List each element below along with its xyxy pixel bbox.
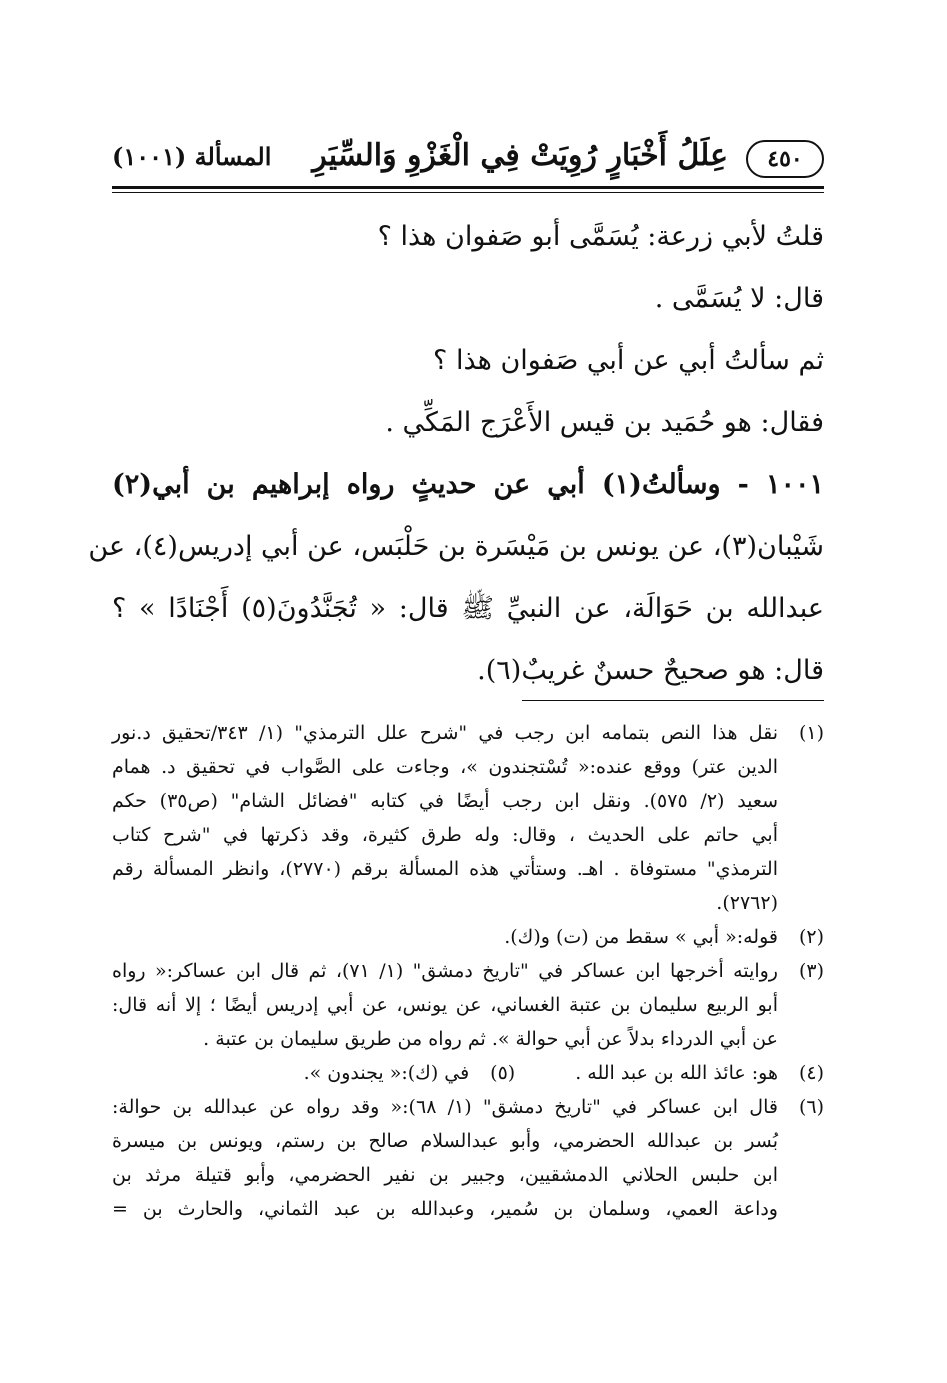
footnote-line: ابن حلبس الحلاني الدمشقيين، وجبير بن نفير الحضرمي، وأبو قتيلة مرثد بن <box>112 1164 778 1186</box>
main-text <box>88 206 824 702</box>
running-title: عِلَلُ أَخْبَارٍ رُوِيَتْ فِي الْغَزْوِ وَالسِّيَرِ <box>312 138 728 173</box>
footnote-6 <box>112 1090 824 1226</box>
footnote-mark: (٢) <box>798 926 824 948</box>
footnote-line: (٢٧٦٢). <box>716 892 778 914</box>
text-line: فقال: هو حُمَيد بن قيس الأَعْرَج المَكِّي . <box>385 407 824 438</box>
header-rule-thick <box>112 186 824 189</box>
footnote-line: نقل هذا النص بتمامه ابن رجب في "شرح علل الترمذي" (١/ ٣٤٣/تحقيق د.نور <box>112 722 778 744</box>
text-line: قال: هو صحيحٌ حسنٌ غريبٌ(٦). <box>477 655 824 686</box>
header-rule-thin <box>112 192 824 193</box>
footnote-mark: (٤) <box>798 1062 824 1084</box>
issue-label: المسألة (١٠٠١) <box>112 142 272 171</box>
text-line: شَيْبان(٣)، عن يونس بن مَيْسَرة بن حَلْبَس، عن أبي إدريس(٤)، عن <box>88 531 824 562</box>
text-line: قلتُ لأبي زرعة: يُسَمَّى أبو صَفوان هذا ؟ <box>377 221 824 252</box>
footnote-3 <box>112 954 824 1056</box>
footnote-mark: (٥) <box>490 1062 516 1084</box>
issue-heading-line: ١٠٠١ - وسألتُ(١) أبي عن حديثٍ رواه إبراهيم بن أبي(٢) <box>112 469 824 500</box>
footnote-mark: (٣) <box>798 960 824 982</box>
footnotes <box>112 716 824 1226</box>
footnote-line: سعيد (٢/ ٥٧٥). ونقل ابن رجب أيضًا في كتابه "فضائل الشام" (ص٣٥) حكم <box>112 790 778 812</box>
footnote-5-text: في (ك):« يجندون ». <box>303 1062 470 1084</box>
footnote-line: أبي حاتم على الحديث ، وقال: وله طرق كثيرة، وقد ذكرتها في "شرح كتاب <box>112 824 778 846</box>
text-line: قال: لا يُسَمَّى . <box>654 283 824 314</box>
footnote-2 <box>112 920 824 954</box>
footnote-mark: (١) <box>798 722 824 744</box>
text-line: ثم سألتُ أبي عن أبي صَفوان هذا ؟ <box>433 345 824 376</box>
footnote-line: عن أبي الدرداء بدلاً عن أبي حوالة ». ثم رواه من طريق سليمان بن عتبة . <box>203 1028 778 1050</box>
footnote-4-5-row <box>112 1056 824 1090</box>
footnote-1 <box>112 716 824 920</box>
footnote-separator <box>522 700 824 701</box>
footnote-line: قال ابن عساكر في "تاريخ دمشق" (١/ ٦٨):« وقد رواه عن عبدالله بن حوالة: <box>112 1096 778 1118</box>
page-number: ٤٥٠ <box>746 140 824 178</box>
footnote-line: وداعة العمي، وسلمان بن سُمير، وعبدالله بن عبد الثماني، والحارث بن = <box>112 1198 778 1220</box>
page-header <box>112 138 824 182</box>
footnote-line: الترمذي" مستوفاة . اهـ. وستأتي هذه المسألة برقم (٢٧٧٠)، وانظر المسألة رقم <box>112 858 778 880</box>
text-line: عبدالله بن حَوَالَة، عن النبيِّ ﷺ قال: « تُجَنَّدُونَ(٥) أَجْنَادًا » ؟ <box>112 593 824 624</box>
footnote-mark: (٦) <box>798 1096 824 1118</box>
footnote-line: بُسر بن عبدالله الحضرمي، وأبو عبدالسلام صالح بن رستم، ويونس بن ميسرة <box>112 1130 778 1152</box>
footnote-line: قوله:« أبي » سقط من (ت) و(ك). <box>504 926 778 948</box>
footnote-line: أبو الربيع سليمان بن عتبة الغساني، عن يونس، عن أبي إدريس أيضًا ؛ إلا أنه قال: <box>112 994 778 1016</box>
footnote-line: الدين عتر) ووقع عنده:« تُسْتجندون »، وجاءت على الصَّواب في تحقيق د. همام <box>112 756 778 778</box>
footnote-4-text: هو: عائذ الله بن عبد الله . <box>575 1062 778 1084</box>
footnote-line: روايته أخرجها ابن عساكر في "تاريخ دمشق" (١/ ٧١)، ثم قال ابن عساكر:« رواه <box>112 960 778 982</box>
